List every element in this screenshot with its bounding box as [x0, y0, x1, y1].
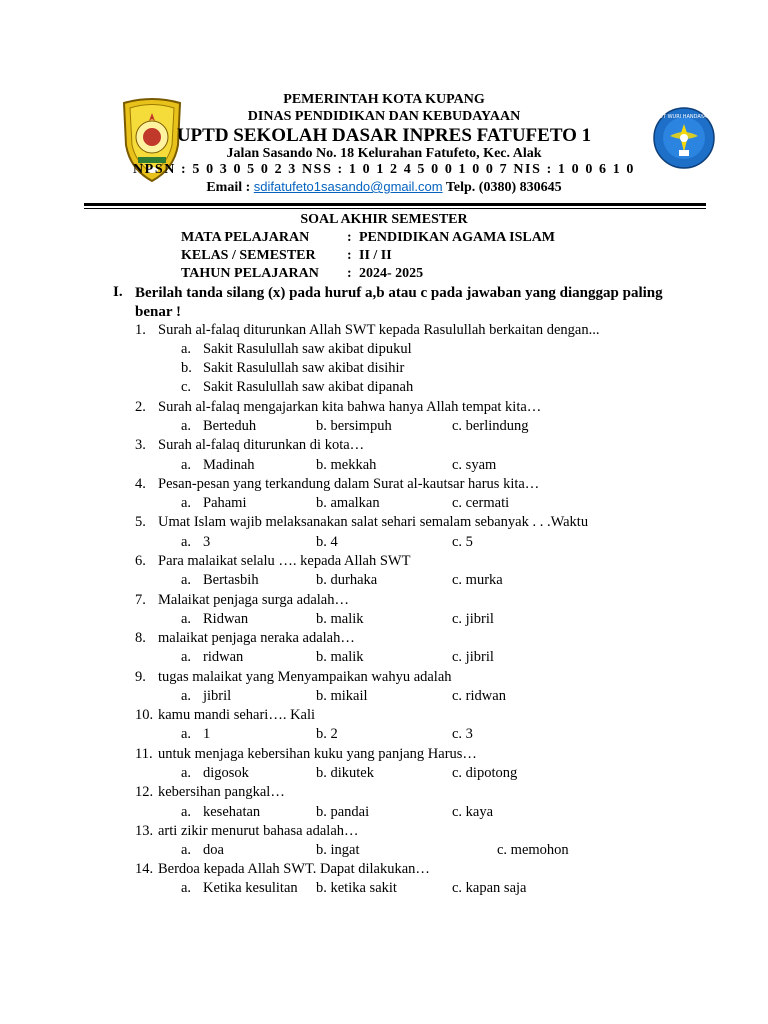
- school-address: Jalan Sasando No. 18 Kelurahan Fatufeto, Kec. Alak: [226, 146, 542, 161]
- answer-option-c[interactable]: c. murka: [452, 572, 503, 588]
- answer-option-b[interactable]: b. 2: [316, 726, 338, 742]
- answer-option-a[interactable]: a.: [181, 649, 192, 665]
- answer-option-b[interactable]: b. pandai: [316, 804, 370, 820]
- email-link[interactable]: sdifatufeto1sasando@gmail.com: [253, 179, 443, 194]
- answer-option-a-text: digosok: [203, 765, 249, 781]
- header-divider-thick: [84, 203, 706, 206]
- answer-option-c[interactable]: c. 5: [452, 534, 473, 550]
- answer-option-a-text: Ketika kesulitan: [203, 880, 298, 896]
- answer-option-a[interactable]: a.: [181, 804, 192, 820]
- answer-option-c[interactable]: c. jibril: [452, 649, 494, 665]
- answer-option-a[interactable]: a.: [181, 611, 192, 627]
- answer-option-a-text: ridwan: [203, 649, 244, 665]
- email-label: Email :: [206, 180, 251, 195]
- answer-option-a[interactable]: a.: [181, 842, 192, 858]
- section-instruction: Berilah tanda silang (x) pada huruf a,b atau c pada jawaban yang dianggap paling benar !: [135, 285, 663, 320]
- answer-option-b[interactable]: b. ingat: [316, 842, 360, 858]
- school-ids: NPSN : 5 0 3 0 5 0 2 3 NSS : 1 0 1 2 4 5 0 0 1 0 0 7 NIS : 1 0 0 6 1 0: [132, 162, 636, 177]
- answer-option-b[interactable]: b. mikail: [316, 688, 368, 704]
- contact-line: [0, 179, 768, 196]
- answer-option-b[interactable]: b. durhaka: [316, 572, 378, 588]
- header-divider-thin: [84, 208, 706, 209]
- answer-option-a-text: jibril: [203, 688, 232, 704]
- answer-option-a-text: Berteduh: [203, 418, 257, 434]
- answer-option-a-text: Pahami: [203, 495, 247, 511]
- answer-option-a[interactable]: a.: [181, 572, 192, 588]
- answer-option-a-text: 3: [203, 534, 211, 550]
- answer-option-c[interactable]: c. memohon: [497, 842, 569, 858]
- answer-option-b[interactable]: b. amalkan: [316, 495, 380, 511]
- answer-option-a[interactable]: a.: [181, 418, 192, 434]
- phone-number: Telp. (0380) 830645: [445, 180, 562, 195]
- answer-option-b[interactable]: b. dikutek: [316, 765, 374, 781]
- school-name: UPTD SEKOLAH DASAR INPRES FATUFETO 1: [176, 125, 592, 146]
- answer-option-a-text: Ridwan: [203, 611, 249, 627]
- answer-option-a[interactable]: a.: [181, 880, 192, 896]
- answer-option-a[interactable]: a.: [181, 495, 192, 511]
- answer-option-a-text: kesehatan: [203, 804, 261, 820]
- answer-option-c[interactable]: c. syam: [452, 457, 497, 473]
- department-name: DINAS PENDIDIKAN DAN KEBUDAYAAN: [247, 109, 521, 124]
- answer-option-b[interactable]: b. malik: [316, 649, 364, 665]
- answer-option-c[interactable]: c. cermati: [452, 495, 510, 511]
- answer-option-c[interactable]: c. 3: [452, 726, 473, 742]
- answer-option-c[interactable]: c. dipotong: [452, 765, 518, 781]
- govt-name: PEMERINTAH KOTA KUPANG: [283, 92, 485, 107]
- answer-option-b[interactable]: b. malik: [316, 611, 364, 627]
- answer-option-a[interactable]: a.: [181, 534, 192, 550]
- answer-option-a-text: Bertasbih: [203, 572, 259, 588]
- answer-option-c[interactable]: c. kapan saja: [452, 880, 527, 896]
- answer-option-c[interactable]: c. berlindung: [452, 418, 529, 434]
- answer-option-b[interactable]: b. mekkah: [316, 457, 377, 473]
- answer-option-c[interactable]: c. ridwan: [452, 688, 506, 704]
- answer-option-a[interactable]: a.: [181, 688, 192, 704]
- answer-option-c[interactable]: c. jibril: [452, 611, 494, 627]
- exam-title: SOAL AKHIR SEMESTER: [300, 212, 468, 227]
- answer-option-b[interactable]: b. ketika sakit: [316, 880, 397, 896]
- answer-option-a-text: Madinah: [203, 457, 255, 473]
- section-number: I.: [113, 284, 123, 300]
- answer-option-b[interactable]: b. 4: [316, 534, 338, 550]
- answer-option-b[interactable]: b. bersimpuh: [316, 418, 392, 434]
- answer-option-a-text: 1: [203, 726, 211, 742]
- answer-option-a[interactable]: a.: [181, 457, 192, 473]
- answer-option-a-text: doa: [203, 842, 224, 858]
- svg-text:TUT WURI HANDAYANI: TUT WURI HANDAYANI: [656, 114, 712, 120]
- answer-option-c[interactable]: c. kaya: [452, 804, 494, 820]
- answer-option-a[interactable]: a.: [181, 726, 192, 742]
- answer-option-a[interactable]: a.: [181, 765, 192, 781]
